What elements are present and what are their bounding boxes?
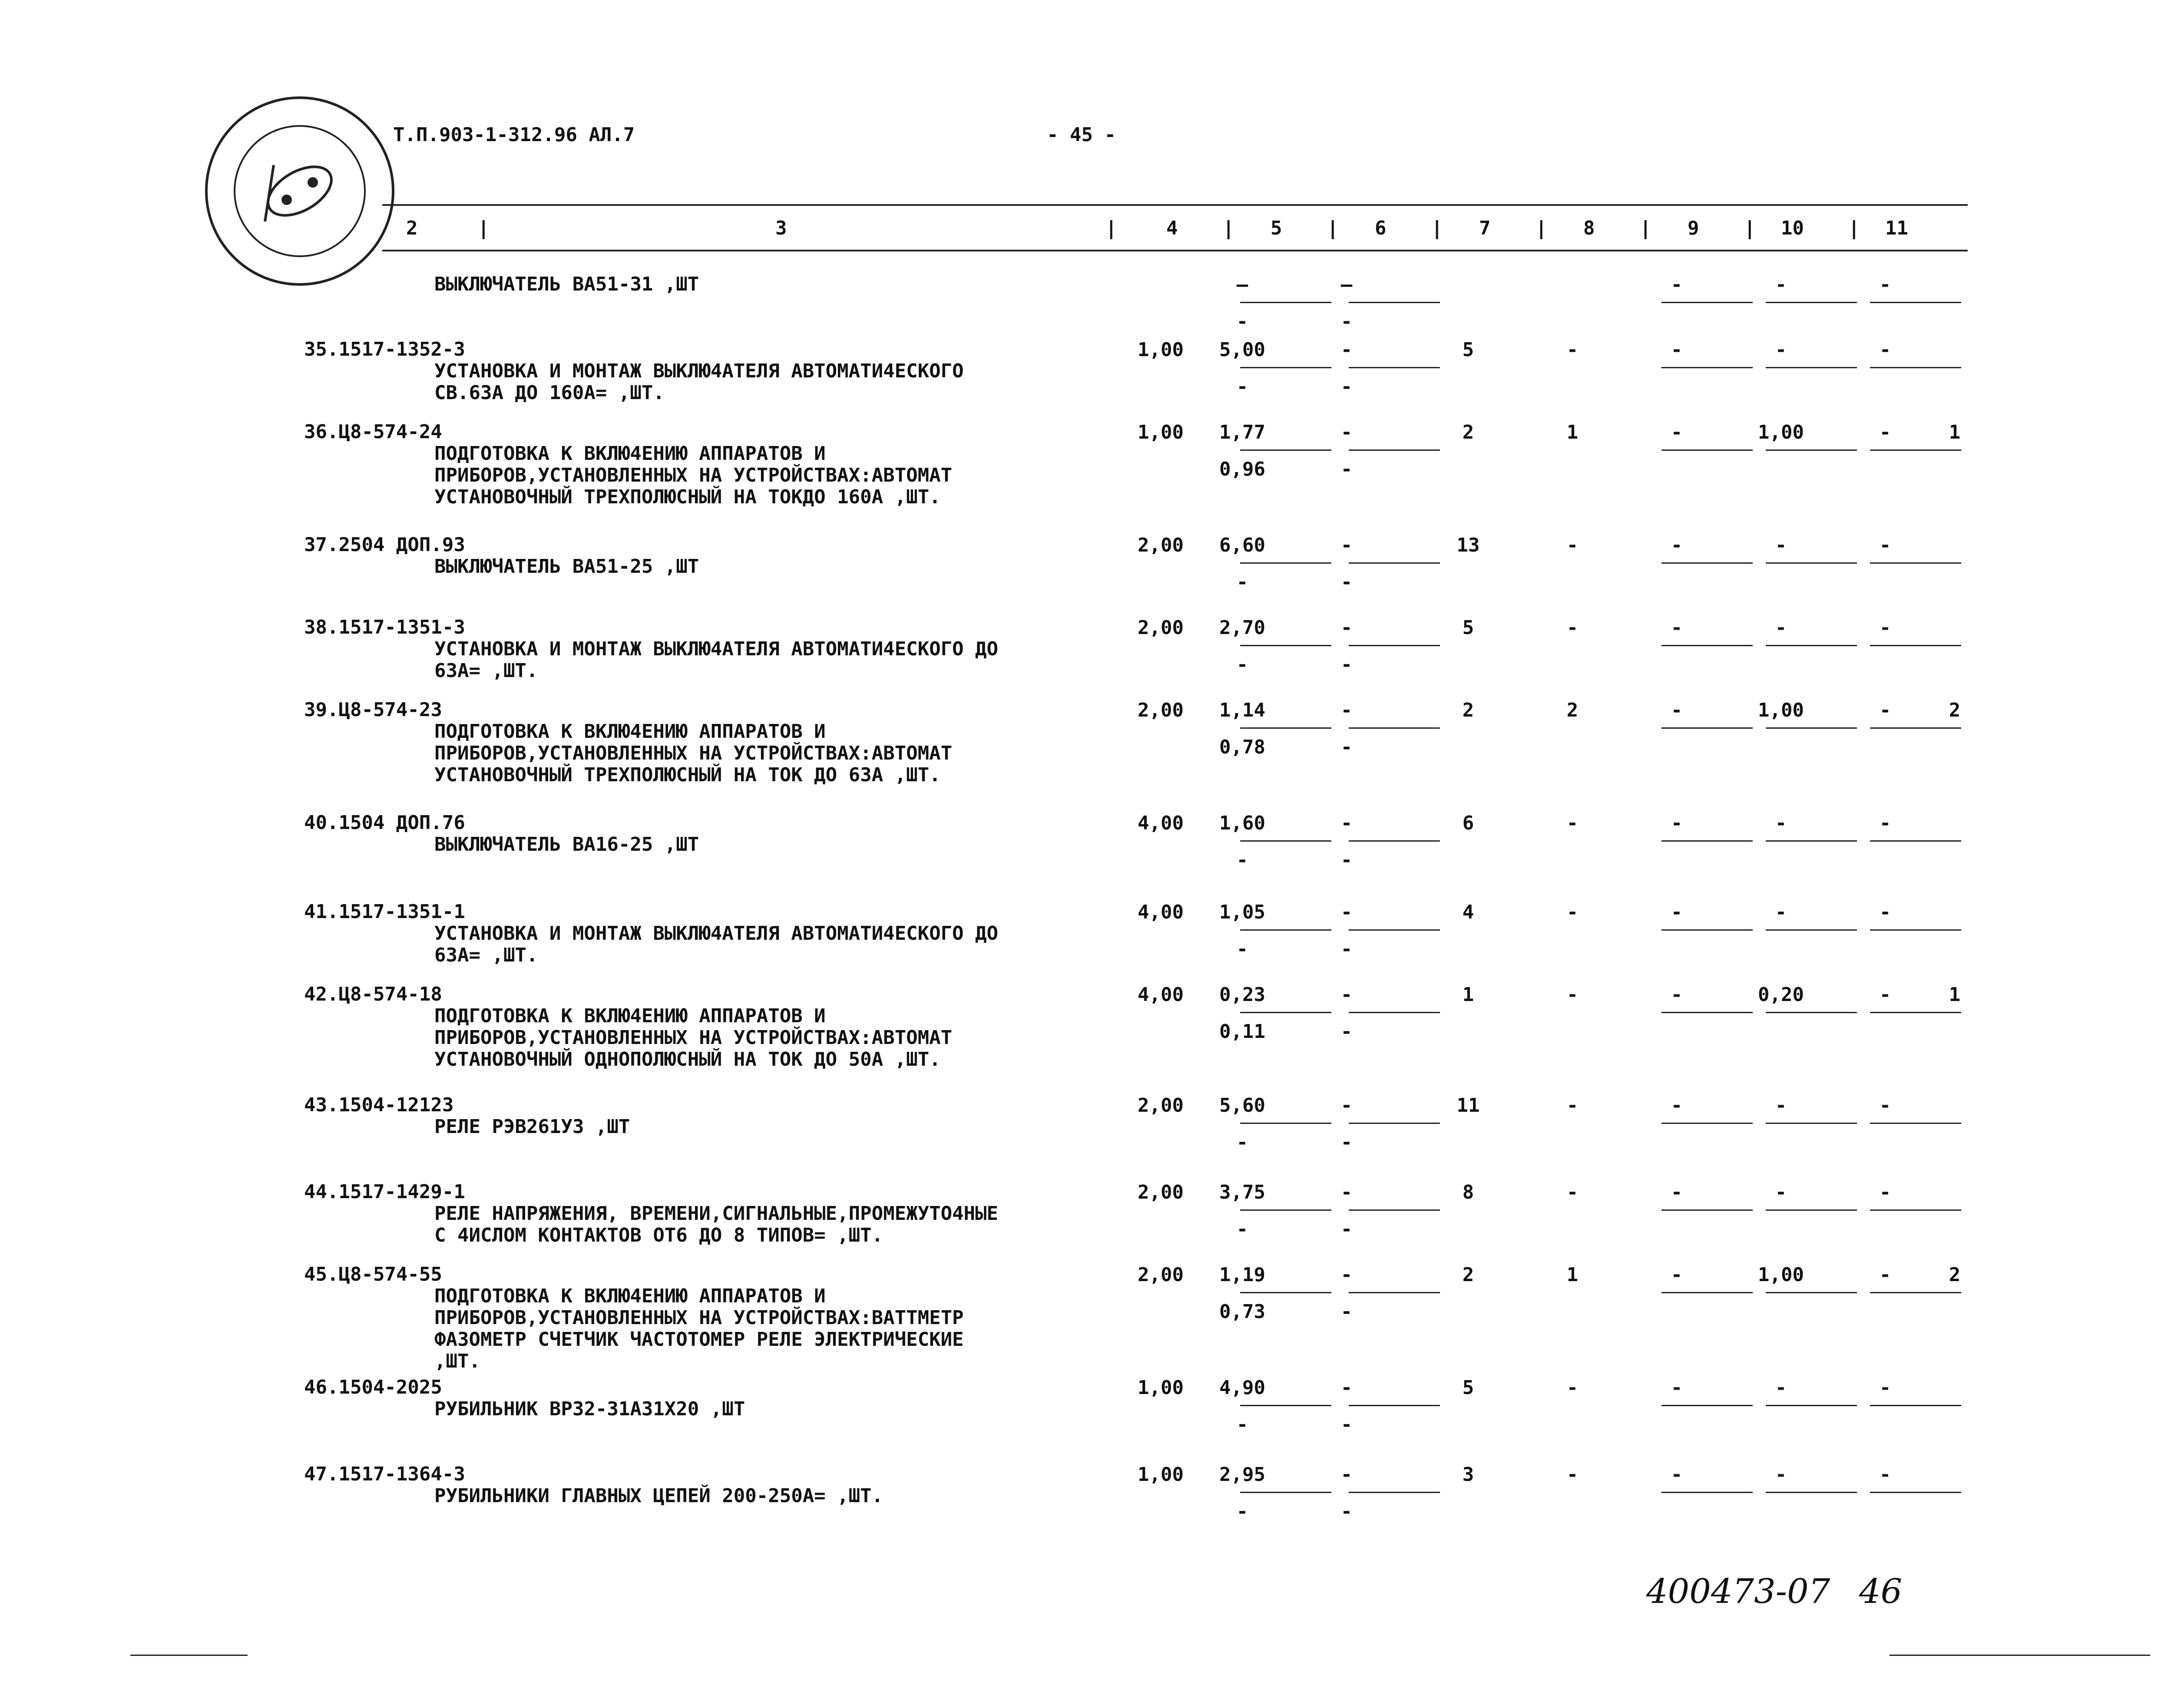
cell-col-7: 5 (1462, 617, 1474, 639)
col-separator: | (1327, 217, 1339, 239)
cell-underline (1240, 449, 1331, 451)
cell-col-12: 2 (1949, 1264, 1961, 1286)
cell-col-9: - (1671, 339, 1683, 361)
col-header-8: 8 (1583, 217, 1595, 239)
cell-col-5-second: - (1236, 1500, 1248, 1523)
row-code: 43.1504-12123 (304, 1094, 454, 1116)
cell-underline (1349, 562, 1440, 564)
cell-underline (1661, 1292, 1753, 1293)
cell-col-11: - (1879, 984, 1891, 1006)
cell-col-6: - (1340, 984, 1353, 1006)
cell-underline (1870, 1405, 1961, 1406)
cell-col-9: - (1671, 274, 1683, 296)
cell-col-7: 2 (1462, 699, 1474, 721)
cell-col-5: 4,90 (1219, 1377, 1265, 1399)
cell-col-4: 4,00 (1138, 901, 1184, 923)
col-header-6: 6 (1375, 217, 1387, 239)
row-code: 47.1517-1364-3 (304, 1463, 465, 1485)
row-code: 37.2504 ДОП.93 (304, 534, 465, 556)
cell-col-8: - (1566, 1181, 1579, 1203)
cell-col-8: - (1566, 1094, 1579, 1117)
cell-col-9: - (1671, 699, 1683, 721)
cell-underline (1766, 1012, 1857, 1013)
cell-underline (1349, 367, 1440, 368)
cell-col-5: 2,70 (1219, 617, 1265, 639)
cell-col-8: 1 (1566, 421, 1579, 443)
cell-col-9: - (1671, 534, 1683, 556)
round-seal-stamp (200, 91, 400, 291)
cell-col-7: 8 (1462, 1181, 1474, 1203)
cell-underline (1240, 1292, 1331, 1293)
row-description-line: РУБИЛЬНИК ВР32-31А31Х20 ,ШТ (434, 1398, 745, 1420)
cell-underline (1661, 929, 1753, 931)
cell-underline (1870, 1123, 1961, 1124)
col-header-9: 9 (1688, 217, 1699, 239)
row-description-line: УСТАНОВКА И МОНТАЖ ВЫКЛЮ4АТЕЛЯ АВТОМАТИ4ЕСКОГО ДО (434, 638, 999, 660)
cell-col-9: - (1671, 1377, 1683, 1399)
row-description-line: ,ШТ. (434, 1350, 480, 1372)
cell-col-7: 5 (1462, 339, 1474, 361)
cell-col-6-second: - (1340, 1500, 1353, 1523)
cell-underline (1766, 1292, 1857, 1293)
cell-col-5: 6,60 (1219, 534, 1265, 556)
cell-col-11: - (1879, 1464, 1891, 1486)
cell-underline (1661, 562, 1753, 564)
cell-underline (1240, 645, 1331, 646)
cell-underline (1766, 929, 1857, 931)
row-description-line: РЕЛЕ РЭВ261У3 ,ШТ (434, 1116, 630, 1138)
col-separator: | (1640, 217, 1651, 239)
cell-col-10: - (1775, 1181, 1787, 1203)
cell-underline (1870, 1492, 1961, 1493)
col-header-11: 11 (1885, 217, 1908, 239)
cell-underline (1349, 449, 1440, 451)
row-code: 44.1517-1429-1 (304, 1181, 465, 1203)
cell-col-9: - (1671, 617, 1683, 639)
cell-col-11: - (1879, 274, 1891, 296)
cell-underline (1766, 562, 1857, 564)
cell-col-5-second: - (1236, 1414, 1248, 1436)
cell-underline (1240, 929, 1331, 931)
cell-col-5-second: 0,78 (1219, 736, 1265, 758)
cell-underline (1766, 449, 1857, 451)
cell-col-6-second: - (1340, 654, 1353, 676)
cell-underline (1240, 1209, 1331, 1211)
cell-underline (1766, 367, 1857, 368)
footer-rule-left (130, 1655, 248, 1656)
cell-col-9: - (1671, 1181, 1683, 1203)
cell-col-11: - (1879, 1264, 1891, 1286)
cell-col-8: - (1566, 1377, 1579, 1399)
cell-underline (1349, 840, 1440, 842)
cell-col-7: 5 (1462, 1377, 1474, 1399)
cell-underline (1661, 1405, 1753, 1406)
cell-col-10: - (1775, 1094, 1787, 1117)
cell-col-8: - (1566, 901, 1579, 923)
cell-col-8: - (1566, 984, 1579, 1006)
cell-col-5: 3,75 (1219, 1181, 1265, 1203)
cell-underline (1870, 1209, 1961, 1211)
handwritten-code: 400473-07 (1646, 1572, 1830, 1611)
cell-underline (1349, 1209, 1440, 1211)
cell-col-5-second: - (1236, 571, 1248, 593)
cell-col-10: - (1775, 1377, 1787, 1399)
col-header-4: 4 (1166, 217, 1178, 239)
row-description-line: 63А= ,ШТ. (434, 944, 538, 966)
cell-col-6-second: - (1340, 458, 1353, 480)
cell-col-7: 11 (1456, 1094, 1480, 1117)
row-description-line: УСТАНОВКА И МОНТАЖ ВЫКЛЮ4АТЕЛЯ АВТОМАТИ4ЕСКОГО (434, 360, 964, 382)
cell-underline (1661, 1123, 1753, 1124)
row-code: 45.Ц8-574-55 (304, 1263, 442, 1285)
cell-underline (1349, 645, 1440, 646)
cell-underline (1766, 1209, 1857, 1211)
cell-col-6-second: - (1340, 1301, 1353, 1323)
cell-col-5: 1,05 (1219, 901, 1265, 923)
cell-underline (1349, 302, 1440, 303)
cell-col-5: — (1236, 274, 1248, 296)
cell-col-10: 1,00 (1758, 1264, 1804, 1286)
cell-col-5-second: - (1236, 938, 1248, 960)
footer-rule-right (1890, 1655, 2150, 1656)
cell-col-4: 1,00 (1138, 421, 1184, 443)
cell-col-7: 3 (1462, 1464, 1474, 1486)
row-code: 36.Ц8-574-24 (304, 421, 442, 443)
cell-col-6-second: - (1340, 736, 1353, 758)
cell-col-5-second: - (1236, 849, 1248, 871)
cell-col-7: 2 (1462, 1264, 1474, 1286)
cell-col-5: 1,77 (1219, 421, 1265, 443)
cell-col-11: - (1879, 1094, 1891, 1117)
row-description-line: ВЫКЛЮЧАТЕЛЬ ВА51-25 ,ШТ (434, 555, 699, 578)
cell-col-6: - (1340, 1464, 1353, 1486)
cell-col-10: - (1775, 617, 1787, 639)
cell-col-5: 1,14 (1219, 699, 1265, 721)
cell-underline (1766, 1123, 1857, 1124)
cell-underline (1240, 1123, 1331, 1124)
cell-col-5-second: 0,96 (1219, 458, 1265, 480)
row-description-line: СВ.63А ДО 160А= ,ШТ. (434, 382, 665, 404)
col-separator: | (1105, 217, 1117, 239)
cell-col-9: - (1671, 1464, 1683, 1486)
cell-col-7: 4 (1462, 901, 1474, 923)
cell-col-11: - (1879, 1181, 1891, 1203)
row-description-line: С 4ИСЛОМ КОНТАКТОВ ОТ6 ДО 8 ТИПОВ= ,ШТ. (434, 1224, 884, 1246)
cell-col-6-second: - (1340, 1131, 1353, 1153)
cell-col-9: - (1671, 812, 1683, 834)
row-code: 46.1504-2025 (304, 1376, 442, 1398)
cell-col-8: - (1566, 534, 1579, 556)
cell-col-6: - (1340, 1377, 1353, 1399)
cell-underline (1661, 840, 1753, 842)
cell-col-6: - (1340, 1181, 1353, 1203)
cell-col-11: - (1879, 339, 1891, 361)
row-description-line: ПРИБОРОВ,УСТАНОВЛЕННЫХ НА УСТРОЙСТВАХ:АВТОМАТ (434, 464, 953, 486)
cell-col-5: 0,23 (1219, 984, 1265, 1006)
cell-col-10: 1,00 (1758, 699, 1804, 721)
row-description-line: ВЫКЛЮЧАТЕЛЬ ВА51-31 ,ШТ (434, 273, 699, 295)
col-separator: | (1223, 217, 1234, 239)
cell-col-5: 5,00 (1219, 339, 1265, 361)
cell-col-5-second: - (1236, 376, 1248, 398)
handwritten-page: 46 (1859, 1572, 1903, 1611)
row-description-line: ПОДГОТОВКА К ВКЛЮ4ЕНИЮ АППАРАТОВ И (434, 443, 826, 465)
cell-underline (1766, 645, 1857, 646)
cell-col-5-second: - (1236, 1131, 1248, 1153)
cell-underline (1240, 840, 1331, 842)
cell-col-6-second: - (1340, 376, 1353, 398)
cell-col-9: - (1671, 901, 1683, 923)
cell-col-6-second: - (1340, 1414, 1353, 1436)
cell-col-4: 1,00 (1138, 1377, 1184, 1399)
row-description-line: УСТАНОВКА И МОНТАЖ ВЫКЛЮ4АТЕЛЯ АВТОМАТИ4ЕСКОГО ДО (434, 922, 999, 945)
col-separator: | (1848, 217, 1860, 239)
cell-col-10: - (1775, 901, 1787, 923)
cell-col-10: - (1775, 339, 1787, 361)
col-header-2: 2 (406, 217, 418, 239)
cell-underline (1349, 1123, 1440, 1124)
cell-col-8: - (1566, 617, 1579, 639)
cell-col-7: 13 (1456, 534, 1480, 556)
cell-col-12: 1 (1949, 984, 1961, 1006)
row-description-line: УСТАНОВОЧНЫЙ ОДНОПОЛЮСНЫЙ НА ТОК ДО 50А ,ШТ. (434, 1048, 941, 1070)
row-description-line: ПРИБОРОВ,УСТАНОВЛЕННЫХ НА УСТРОЙСТВАХ:АВТОМАТ (434, 742, 953, 764)
cell-col-11: - (1879, 812, 1891, 834)
cell-underline (1870, 449, 1961, 451)
cell-col-5: 1,60 (1219, 812, 1265, 834)
cell-underline (1870, 562, 1961, 564)
header-bottom-rule (382, 250, 1968, 251)
col-header-5: 5 (1271, 217, 1282, 239)
cell-underline (1240, 562, 1331, 564)
cell-underline (1349, 1405, 1440, 1406)
cell-underline (1661, 727, 1753, 729)
cell-col-5: 5,60 (1219, 1094, 1265, 1117)
cell-underline (1870, 645, 1961, 646)
cell-col-10: 1,00 (1758, 421, 1804, 443)
row-code: 41.1517-1351-1 (304, 901, 465, 923)
cell-col-6: - (1340, 339, 1353, 361)
cell-underline (1661, 645, 1753, 646)
cell-underline (1766, 1405, 1857, 1406)
cell-col-10: - (1775, 812, 1787, 834)
document-code: Т.П.903-1-312.96 АЛ.7 (393, 124, 635, 146)
row-description-line: ПОДГОТОВКА К ВКЛЮ4ЕНИЮ АППАРАТОВ И (434, 720, 826, 743)
cell-col-4: 2,00 (1138, 699, 1184, 721)
cell-col-4: 2,00 (1138, 534, 1184, 556)
cell-col-6: - (1340, 1264, 1353, 1286)
cell-col-8: 2 (1566, 699, 1579, 721)
cell-underline (1349, 929, 1440, 931)
cell-col-4: 2,00 (1138, 1264, 1184, 1286)
row-code: 38.1517-1351-3 (304, 616, 465, 638)
cell-col-6: - (1340, 901, 1353, 923)
cell-col-6-second: - (1340, 1218, 1353, 1240)
row-code: 40.1504 ДОП.76 (304, 812, 465, 834)
cell-underline (1870, 1012, 1961, 1013)
cell-col-6: - (1340, 1094, 1353, 1117)
col-header-10: 10 (1781, 217, 1804, 239)
cell-col-6: - (1340, 534, 1353, 556)
row-description-line: 63А= ,ШТ. (434, 660, 538, 682)
cell-col-4: 2,00 (1138, 617, 1184, 639)
cell-underline (1870, 367, 1961, 368)
cell-col-9: - (1671, 1094, 1683, 1117)
cell-col-4: 4,00 (1138, 812, 1184, 834)
cell-underline (1240, 727, 1331, 729)
cell-col-9: - (1671, 1264, 1683, 1286)
cell-col-6: - (1340, 617, 1353, 639)
cell-underline (1870, 302, 1961, 303)
row-code: 42.Ц8-574-18 (304, 983, 442, 1005)
row-description-line: ФАЗОМЕТР СЧЕТЧИК ЧАСТОТОМЕР РЕЛЕ ЭЛЕКТРИЧЕСКИЕ (434, 1328, 964, 1351)
cell-underline (1349, 1492, 1440, 1493)
cell-col-4: 2,00 (1138, 1094, 1184, 1117)
cell-col-8: - (1566, 339, 1579, 361)
cell-col-9: - (1671, 421, 1683, 443)
cell-underline (1240, 1012, 1331, 1013)
cell-col-5-second: - (1236, 654, 1248, 676)
row-description-line: ВЫКЛЮЧАТЕЛЬ ВА16-25 ,ШТ (434, 833, 699, 856)
row-description-line: ПОДГОТОВКА К ВКЛЮ4ЕНИЮ АППАРАТОВ И (434, 1285, 826, 1307)
cell-col-7: 2 (1462, 421, 1474, 443)
row-description-line: РЕЛЕ НАПРЯЖЕНИЯ, ВРЕМЕНИ,СИГНАЛЬНЫЕ,ПРОМЕЖУТО4НЫЕ (434, 1203, 999, 1225)
cell-col-12: 1 (1949, 421, 1961, 443)
cell-underline (1240, 1405, 1331, 1406)
row-code: 39.Ц8-574-23 (304, 699, 442, 721)
cell-col-10: - (1775, 534, 1787, 556)
cell-col-7: 6 (1462, 812, 1474, 834)
cell-underline (1661, 449, 1753, 451)
cell-underline (1240, 1492, 1331, 1493)
row-description-line: УСТАНОВОЧНЫЙ ТРЕХПОЛЮСНЫЙ НА ТОК ДО 63А ,ШТ. (434, 764, 941, 786)
cell-underline (1870, 727, 1961, 729)
cell-col-6: - (1340, 699, 1353, 721)
cell-underline (1661, 1492, 1753, 1493)
cell-underline (1870, 1292, 1961, 1293)
cell-col-5-second: - (1236, 1218, 1248, 1240)
cell-col-6-second: - (1340, 849, 1353, 871)
col-separator: | (1536, 217, 1547, 239)
row-description-line: РУБИЛЬНИКИ ГЛАВНЫХ ЦЕПЕЙ 200-250А= ,ШТ. (434, 1485, 884, 1507)
row-description-line: УСТАНОВОЧНЫЙ ТРЕХПОЛЮСНЫЙ НА ТОКДО 160А ,ШТ. (434, 486, 941, 508)
cell-underline (1766, 727, 1857, 729)
cell-col-5-second: 0,11 (1219, 1021, 1265, 1043)
cell-col-4: 4,00 (1138, 984, 1184, 1006)
cell-col-6: - (1340, 812, 1353, 834)
cell-col-4: 2,00 (1138, 1181, 1184, 1203)
cell-underline (1661, 367, 1753, 368)
cell-col-10: 0,20 (1758, 984, 1804, 1006)
cell-underline (1349, 1292, 1440, 1293)
cell-underline (1240, 367, 1331, 368)
col-header-7: 7 (1479, 217, 1491, 239)
col-separator: | (478, 217, 490, 239)
row-description-line: ПОДГОТОВКА К ВКЛЮ4ЕНИЮ АППАРАТОВ И (434, 1005, 826, 1027)
header-top-rule (382, 204, 1968, 206)
cell-underline (1870, 840, 1961, 842)
cell-underline (1661, 1209, 1753, 1211)
cell-col-6: - (1340, 421, 1353, 443)
cell-col-8: 1 (1566, 1264, 1579, 1286)
cell-col-10: - (1775, 274, 1787, 296)
cell-col-12: 2 (1949, 699, 1961, 721)
cell-col-10: - (1775, 1464, 1787, 1486)
cell-col-4: 1,00 (1138, 339, 1184, 361)
cell-underline (1661, 302, 1753, 303)
col-separator: | (1744, 217, 1756, 239)
cell-underline (1766, 840, 1857, 842)
cell-col-6: — (1340, 274, 1353, 296)
cell-underline (1766, 302, 1857, 303)
cell-col-11: - (1879, 699, 1891, 721)
cell-col-11: - (1879, 534, 1891, 556)
cell-underline (1349, 727, 1440, 729)
cell-col-9: - (1671, 984, 1683, 1006)
cell-col-5: 2,95 (1219, 1464, 1265, 1486)
cell-underline (1766, 1492, 1857, 1493)
cell-col-11: - (1879, 1377, 1891, 1399)
cell-underline (1240, 302, 1331, 303)
cell-col-4: 1,00 (1138, 1464, 1184, 1486)
page-number: - 45 - (1047, 124, 1116, 146)
row-code: 35.1517-1352-3 (304, 338, 465, 360)
col-header-3: 3 (775, 217, 787, 239)
col-separator: | (1431, 217, 1443, 239)
cell-col-7: 1 (1462, 984, 1474, 1006)
cell-col-11: - (1879, 617, 1891, 639)
cell-col-6-second: - (1340, 1021, 1353, 1043)
row-description-line: ПРИБОРОВ,УСТАНОВЛЕННЫХ НА УСТРОЙСТВАХ:АВТОМАТ (434, 1027, 953, 1049)
cell-underline (1870, 929, 1961, 931)
cell-underline (1349, 1012, 1440, 1013)
cell-col-6-second: - (1340, 311, 1353, 333)
cell-col-6-second: - (1340, 938, 1353, 960)
cell-col-8: - (1566, 1464, 1579, 1486)
cell-col-11: - (1879, 421, 1891, 443)
cell-col-5: 1,19 (1219, 1264, 1265, 1286)
cell-col-6-second: - (1340, 571, 1353, 593)
row-description-line: ПРИБОРОВ,УСТАНОВЛЕННЫХ НА УСТРОЙСТВАХ:ВАТТМЕТР (434, 1307, 964, 1329)
cell-underline (1661, 1012, 1753, 1013)
cell-col-5-second: 0,73 (1219, 1301, 1265, 1323)
cell-col-11: - (1879, 901, 1891, 923)
cell-col-5-second: - (1236, 311, 1248, 333)
cell-col-8: - (1566, 812, 1579, 834)
